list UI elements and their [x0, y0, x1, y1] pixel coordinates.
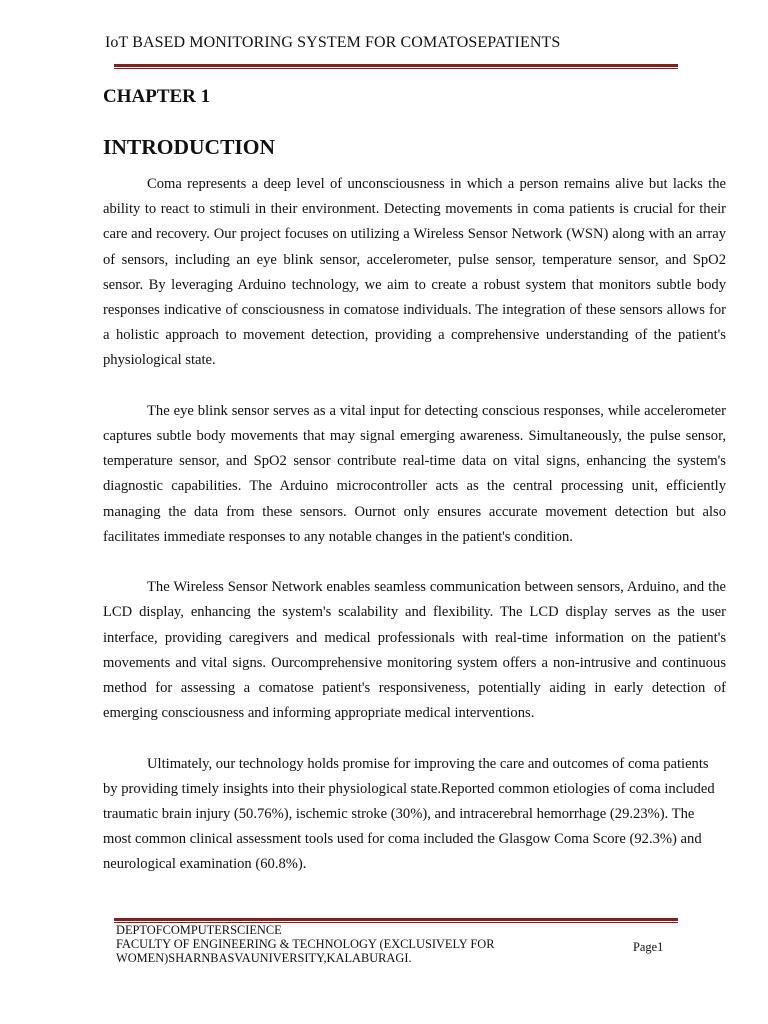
footer — [116, 923, 676, 965]
section-title: INTRODUCTION — [103, 135, 276, 159]
body-text — [103, 172, 726, 878]
page-number: Page1 — [633, 940, 664, 954]
footer-department: DEPTOFCOMPUTERSCIENCE — [116, 923, 282, 937]
footer-faculty: FACULTY OF ENGINEERING & TECHNOLOGY (EXCLUSIVELY FOR — [116, 937, 495, 951]
paragraph-3: The Wireless Sensor Network enables seamless communication between sensors, Arduino, and the LCD display, enhancing the system's scalability and flexibility. The LCD display serves as the user interface, providing caregivers and medical professionals with real-time information on the patient's movements and vital signs. Ourcomprehensive monitoring system offers a non-intrusive and continuous method for assessing a comatose patient's responsiveness, potentially aiding in early detection of emerging consciousness and informing appropriate medical interventions. — [103, 579, 726, 722]
footer-university: WOMEN)SHARNBASVAUNIVERSITY,KALABURAGI. — [116, 951, 412, 965]
header-divider — [114, 64, 678, 69]
header-divider-thin-line — [114, 68, 678, 69]
paragraph-1: Coma represents a deep level of unconsciousness in which a person remains alive but lacks the ability to react to stimuli in their environment. Detecting movements in coma patients is crucial for their care and recovery. Our project focuses on utilizing a Wireless Sensor Network (WSN) along with an array of sensors, including an eye blink sensor, accelerometer, pulse sensor, temperature sensor, and SpO2 sensor. By leveraging Arduino technology, we aim to create a robust system that monitors subtle body responses indicative of consciousness in comatose individuals. The integration of these sensors allows for a holistic approach to movement detection, providing a comprehensive understanding of the patient's physiological state. — [103, 176, 726, 369]
chapter-label: CHAPTER 1 — [103, 86, 211, 107]
paragraph-2: The eye blink sensor serves as a vital input for detecting conscious responses, while accelerometer captures subtle body movements that may signal emerging awareness. Simultaneously, the pulse sensor, temperature sensor, and SpO2 sensor contribute real-time data on vital signs, enhancing the system's diagnostic capabilities. The Arduino microcontroller acts as the central processing unit, efficiently managing the data from these sensors. Ournot only ensures accurate movement detection but also facilitates immediate responses to any notable changes in the patient's condition. — [103, 402, 726, 545]
running-header-title: IoT BASED MONITORING SYSTEM FOR COMATOSEPATIENTS — [105, 34, 561, 51]
paragraph-4: Ultimately, our technology holds promise for improving the care and outcomes of coma patients by providing timely insights into their physiological state.Reported common etiologies of coma included traumatic brain injury (50.76%), ischemic stroke (30%), and intracerebral hemorrhage (29.23%). The most common clinical assessment tools used for coma included the Glasgow Coma Score (92.3%) and neurological examination (60.8%). — [103, 755, 715, 873]
